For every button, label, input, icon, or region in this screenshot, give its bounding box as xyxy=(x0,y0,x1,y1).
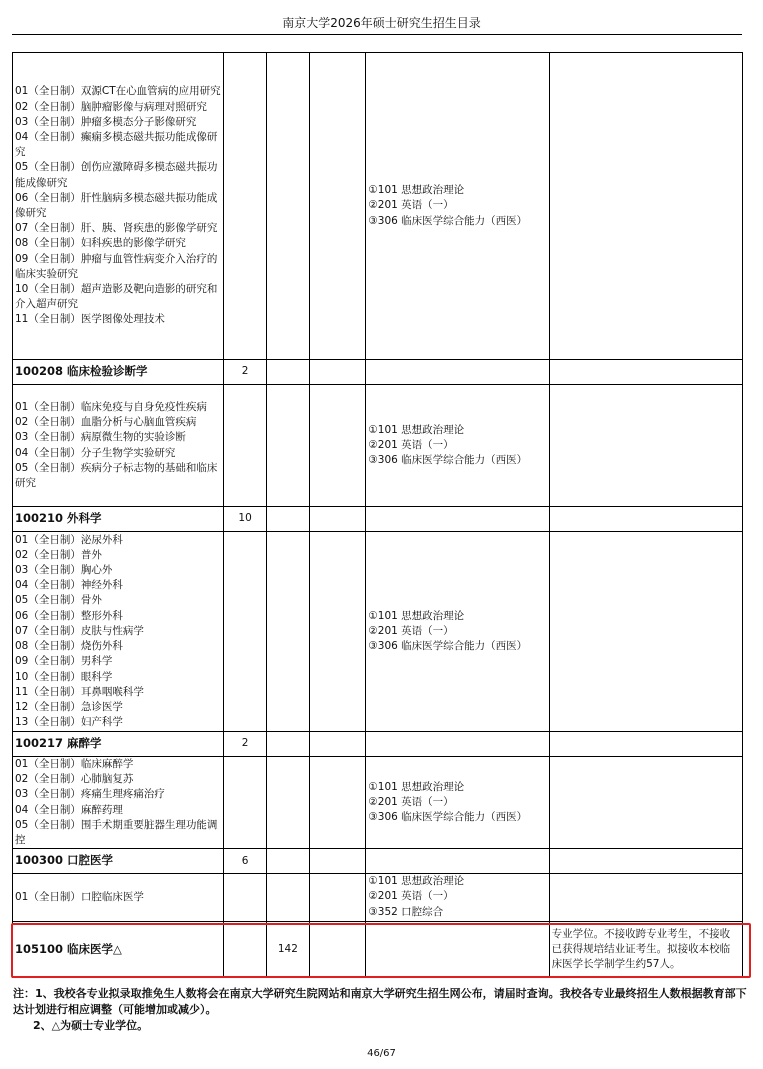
empty-cell xyxy=(310,922,366,978)
enrollment-count: 2 xyxy=(224,732,266,757)
direction-item: 08（全日制）烧伤外科 xyxy=(15,640,123,653)
directions-cell xyxy=(13,874,224,922)
empty-cell xyxy=(366,922,549,978)
empty-cell xyxy=(266,732,309,757)
empty-cell xyxy=(549,849,742,874)
direction-item: 01（全日制）口腔临床医学 xyxy=(15,891,144,904)
empty-cell xyxy=(266,385,309,507)
major-name: 麻醉学 xyxy=(67,735,102,750)
exam-subject: ③306 临床医学综合能力（西医） xyxy=(368,811,528,824)
exam-subject: ①101 思想政治理论 xyxy=(368,875,465,888)
direction-item: 04（全日制）神经外科 xyxy=(15,579,123,592)
notes-cell xyxy=(549,385,742,507)
empty-cell xyxy=(310,385,366,507)
direction-item: 02（全日制）心肺脑复苏 xyxy=(15,773,134,786)
major-name: 外科学 xyxy=(67,510,102,525)
table-row xyxy=(13,532,743,732)
exam-subjects-cell xyxy=(366,757,549,849)
empty-cell xyxy=(224,53,266,360)
notes-cell xyxy=(549,874,742,922)
exam-subject: ①101 思想政治理论 xyxy=(368,780,465,793)
empty-cell xyxy=(366,507,549,532)
directions-cell xyxy=(13,757,224,849)
directions-cell xyxy=(13,532,224,732)
direction-item: 11（全日制）耳鼻咽喉科学 xyxy=(15,685,144,698)
enrollment-count: 142 xyxy=(266,922,309,978)
exam-subject: ②201 英语（一） xyxy=(368,890,454,903)
direction-item: 13（全日制）妇产科学 xyxy=(15,716,123,729)
direction-item: 05（全日制）围手术期重要脏器生理功能调控 xyxy=(15,818,218,847)
empty-cell xyxy=(366,732,549,757)
table-row xyxy=(13,874,743,922)
direction-item: 07（全日制）皮肤与性病学 xyxy=(15,624,144,637)
enrollment-count: 10 xyxy=(224,507,266,532)
empty-cell xyxy=(224,532,266,732)
direction-item: 06（全日制）整形外科 xyxy=(15,609,123,622)
empty-cell xyxy=(310,360,366,385)
footnote-line-2: 2、△为硕士专业学位。 xyxy=(33,1019,149,1032)
direction-item: 04（全日制）麻醉药理 xyxy=(15,803,123,816)
empty-cell xyxy=(310,732,366,757)
direction-item: 01（全日制）临床免疫与自身免疫性疾病 xyxy=(15,400,207,413)
major-name: 临床检验诊断学 xyxy=(67,363,148,378)
empty-cell xyxy=(224,874,266,922)
direction-item: 01（全日制）临床麻醉学 xyxy=(15,758,134,770)
direction-item: 05（全日制）创伤应激障碍多模态磁共振功能成像研究 xyxy=(15,161,218,189)
direction-item: 03（全日制）病原微生物的实验诊断 xyxy=(15,431,186,444)
direction-item: 06（全日制）肝性脑病多模态磁共振功能成像研究 xyxy=(15,191,218,219)
empty-cell xyxy=(310,507,366,532)
empty-cell xyxy=(266,849,309,874)
exam-subject: ③306 临床医学综合能力（西医） xyxy=(368,640,528,653)
notes-cell xyxy=(549,757,742,849)
direction-item: 09（全日制）男科学 xyxy=(15,655,113,668)
exam-subject: ③352 口腔综合 xyxy=(368,905,444,918)
direction-item: 11（全日制）医学图像处理技术 xyxy=(15,313,165,326)
direction-item: 02（全日制）脑肿瘤影像与病理对照研究 xyxy=(15,100,207,113)
major-name: 口腔医学 xyxy=(67,853,114,868)
enrollment-count: 2 xyxy=(224,360,266,385)
major-name: 临床医学△ xyxy=(67,941,122,956)
empty-cell xyxy=(310,532,366,732)
major-name-cell xyxy=(13,849,224,874)
exam-subjects-cell xyxy=(366,532,549,732)
major-name-cell xyxy=(13,732,224,757)
direction-item: 02（全日制）普外 xyxy=(15,548,102,561)
major-name-cell xyxy=(13,922,224,978)
exam-subject: ③306 临床医学综合能力（西医） xyxy=(368,454,528,467)
empty-cell xyxy=(549,732,742,757)
exam-subject: ①101 思想政治理论 xyxy=(368,184,465,197)
direction-item: 03（全日制）肿瘤多模态分子影像研究 xyxy=(15,115,197,128)
empty-cell xyxy=(224,385,266,507)
exam-subject: ②201 英语（一） xyxy=(368,438,454,451)
page-header-title: 南京大学2026年硕士研究生招生目录 xyxy=(282,16,481,30)
major-code: 100217 xyxy=(15,735,64,750)
major-code: 100208 xyxy=(15,363,64,378)
exam-subjects-cell xyxy=(366,874,549,922)
empty-cell xyxy=(266,874,309,922)
notes-cell xyxy=(549,532,742,732)
table-row xyxy=(13,53,743,360)
empty-cell xyxy=(266,507,309,532)
notes-cell xyxy=(549,53,742,360)
direction-item: 10（全日制）眼科学 xyxy=(15,670,113,683)
empty-cell xyxy=(310,849,366,874)
empty-cell xyxy=(266,757,309,849)
direction-item: 10（全日制）超声造影及靶向造影的研究和介入超声研究 xyxy=(15,283,218,311)
exam-subject: ②201 英语（一） xyxy=(368,199,454,212)
direction-item: 08（全日制）妇科疾患的影像学研究 xyxy=(15,237,186,250)
table-row xyxy=(13,732,743,757)
footnote xyxy=(13,986,748,1034)
empty-cell xyxy=(366,849,549,874)
major-note: 专业学位。不接收跨专业考生，不接收已获得规培结业证考生。拟接收本校临床医学长学制学生约57人。 xyxy=(549,922,742,978)
empty-cell xyxy=(549,360,742,385)
empty-cell xyxy=(224,757,266,849)
enrollment-count: 6 xyxy=(224,849,266,874)
direction-item: 05（全日制）骨外 xyxy=(15,594,102,607)
major-code: 100210 xyxy=(15,510,64,525)
empty-cell xyxy=(366,360,549,385)
direction-item: 01（全日制）泌尿外科 xyxy=(15,533,123,546)
direction-item: 04（全日制）癫痫多模态磁共振功能成像研究 xyxy=(15,130,218,159)
table-row xyxy=(13,922,743,978)
direction-item: 02（全日制）血脂分析与心脑血管疾病 xyxy=(15,416,197,429)
footnote-line-1: 注：1、我校各专业拟录取推免生人数将会在南京大学研究生院网站和南京大学研究生招生网公布，请届时查询。我校各专业最终招生人数根据教育部下达计划进行相应调整（可能增加或减少）。 xyxy=(13,987,747,1016)
direction-item: 01（全日制）双源CT在心血管病的应用研究 xyxy=(15,85,221,98)
empty-cell xyxy=(224,922,266,978)
empty-cell xyxy=(549,507,742,532)
direction-item: 09（全日制）肿瘤与血管性病变介入治疗的临床实验研究 xyxy=(15,252,218,280)
major-name-cell xyxy=(13,507,224,532)
header-rule xyxy=(12,34,742,35)
directions-cell xyxy=(13,385,224,507)
table-row xyxy=(13,385,743,507)
exam-subject: ①101 思想政治理论 xyxy=(368,423,465,436)
empty-cell xyxy=(310,757,366,849)
exam-subject: ①101 思想政治理论 xyxy=(368,609,465,622)
major-code: 100300 xyxy=(15,853,64,868)
major-code: 105100 xyxy=(15,941,64,956)
direction-item: 03（全日制）胸心外 xyxy=(15,564,113,577)
exam-subject: ②201 英语（一） xyxy=(368,624,454,637)
table-row xyxy=(13,507,743,532)
major-name-cell xyxy=(13,360,224,385)
direction-item: 05（全日制）疾病分子标志物的基础和临床研究 xyxy=(15,461,218,489)
exam-subjects-cell xyxy=(366,53,549,360)
direction-item: 04（全日制）分子生物学实验研究 xyxy=(15,446,176,459)
empty-cell xyxy=(310,874,366,922)
table-row xyxy=(13,757,743,849)
empty-cell xyxy=(266,53,309,360)
direction-item: 07（全日制）肝、胰、肾疾患的影像学研究 xyxy=(15,222,218,235)
direction-item: 12（全日制）急诊医学 xyxy=(15,700,123,713)
page-number: 46/67 xyxy=(367,1048,396,1059)
catalog-table xyxy=(12,52,743,978)
exam-subject: ③306 临床医学综合能力（西医） xyxy=(368,214,528,227)
table-row xyxy=(13,360,743,385)
exam-subject: ②201 英语（一） xyxy=(368,796,454,808)
table-row xyxy=(13,849,743,874)
directions-cell xyxy=(13,53,224,360)
direction-item: 03（全日制）疼痛生理疼痛治疗 xyxy=(15,788,165,801)
empty-cell xyxy=(266,360,309,385)
empty-cell xyxy=(266,532,309,732)
empty-cell xyxy=(310,53,366,360)
exam-subjects-cell xyxy=(366,385,549,507)
